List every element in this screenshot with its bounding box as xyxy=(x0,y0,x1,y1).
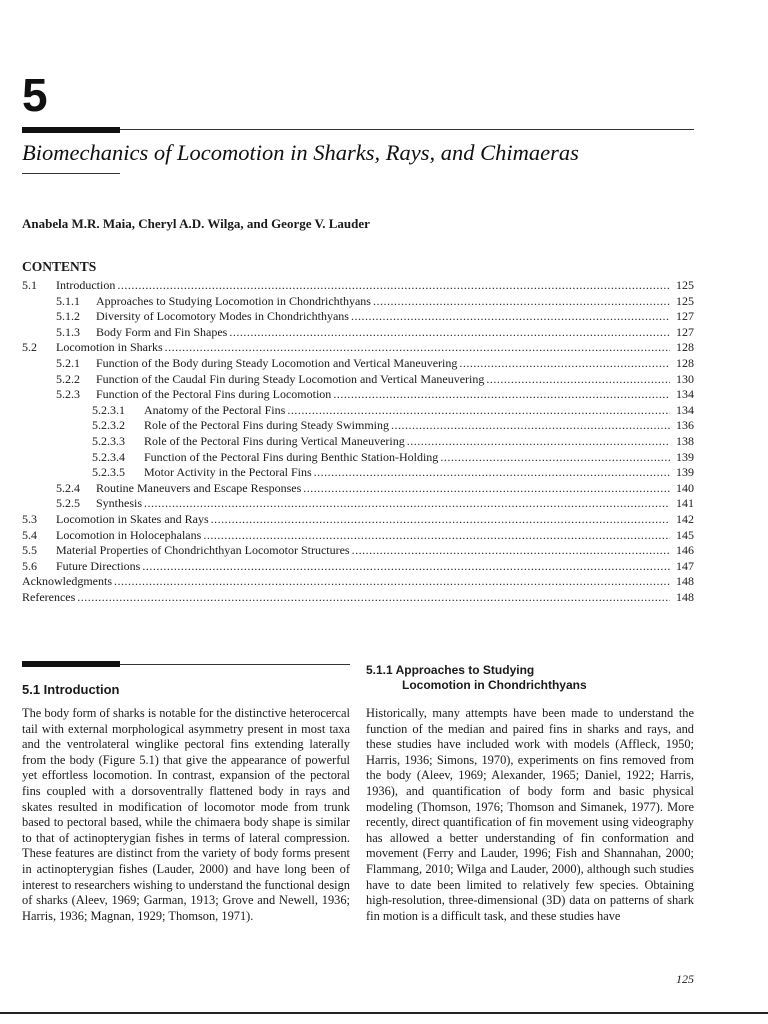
toc-entry-page: 142 xyxy=(676,511,694,526)
toc-leader-dots xyxy=(142,559,670,575)
toc-entry xyxy=(22,325,694,341)
toc-entry-number: 5.4 xyxy=(22,527,37,542)
toc-entry-number: 5.2.3.2 xyxy=(92,418,125,433)
section-rule-thick xyxy=(22,661,120,667)
toc-entry-number: 5.3 xyxy=(22,511,37,526)
toc-entry-page: 134 xyxy=(676,402,694,417)
toc-entry-page: 134 xyxy=(676,387,694,402)
toc-entry-title: Body Form and Fin Shapes xyxy=(96,324,228,339)
toc-entry-title: Locomotion in Holocephalans xyxy=(56,527,202,542)
toc-entry-title: Approaches to Studying Locomotion in Chondrichthyans xyxy=(96,293,371,308)
toc-entry xyxy=(22,481,694,497)
subsection-heading xyxy=(366,663,694,693)
toc-entry-title: Anatomy of the Pectoral Fins xyxy=(144,402,286,417)
toc-entry xyxy=(22,496,694,512)
toc-entry xyxy=(22,372,694,388)
title-underline xyxy=(22,173,120,174)
toc-entry-number: 5.1.3 xyxy=(56,324,80,339)
chapter-rule-thick xyxy=(22,127,120,133)
toc-entry-number: 5.2.4 xyxy=(56,480,80,495)
toc-entry-number: 5.2 xyxy=(22,340,37,355)
toc-leader-dots xyxy=(203,528,670,544)
toc-entry-number: 5.2.1 xyxy=(56,355,80,370)
toc-entry-title: Acknowledgments xyxy=(22,574,112,589)
toc-entry xyxy=(22,559,694,575)
toc-entry xyxy=(22,590,694,606)
toc-entry xyxy=(22,434,694,450)
toc-leader-dots xyxy=(486,372,670,388)
toc-entry-page: 130 xyxy=(676,371,694,386)
toc-entry-title: Routine Maneuvers and Escape Responses xyxy=(96,480,302,495)
toc-leader-dots xyxy=(314,465,670,481)
chapter-rule-thin xyxy=(120,129,694,130)
toc-entry-number: 5.1 xyxy=(22,278,37,292)
toc-entry xyxy=(22,340,694,356)
toc-entry-page: 125 xyxy=(676,278,694,292)
toc-entry-page: 127 xyxy=(676,309,694,324)
toc-entry-title: Locomotion in Sharks xyxy=(56,340,163,355)
toc-entry-page: 139 xyxy=(676,449,694,464)
toc-entry xyxy=(22,543,694,559)
toc-leader-dots xyxy=(165,340,670,356)
toc-entry-page: 139 xyxy=(676,465,694,480)
toc-entry-number: 5.2.3.5 xyxy=(92,465,125,480)
toc-leader-dots xyxy=(117,278,670,294)
toc-entry-title: Function of the Pectoral Fins during Locomotion xyxy=(96,387,332,402)
toc-entry xyxy=(22,403,694,419)
chapter-number: 5 xyxy=(22,69,48,121)
toc-entry xyxy=(22,450,694,466)
toc-entry xyxy=(22,574,694,590)
toc-entry xyxy=(22,356,694,372)
toc-entry-page: 136 xyxy=(676,418,694,433)
chapter-authors: Anabela M.R. Maia, Cheryl A.D. Wilga, and George V. Lauder xyxy=(22,216,370,231)
toc-entry-page: 127 xyxy=(676,324,694,339)
toc-leader-dots xyxy=(391,418,670,434)
approaches-paragraph: Historically, many attempts have been made to understand the function of the median and paired fins in sharks and rays, and these studies have included work with models (Affleck, 1950; Harris, 1936; Simons, 1970), experiments on fins removed from the body (Aleev, 1969; Alexander, 1965; Daniel, 1922; Harris, 1936), and quantification of body form and basic physical modeling (Thomson, 1976; Thomson and Simanek, 1977). More recently, direct quantification of fin movement using videography has allowed a better understanding of fin conformation and movement (Ferry and Lauder, 1996; Fish and Shannahan, 2000; Flammang, 2010; Wilga and Lauder, 2000), although such studies have to date been limited to relatively few species. Obtaining high-resolution, three-dimensional (3D) data on patterns of shark fin motion is a difficult task, and these studies have xyxy=(366,706,694,923)
toc-entry xyxy=(22,512,694,528)
toc-entry-title: Introduction xyxy=(56,278,116,292)
toc-entry-title: Motor Activity in the Pectoral Fins xyxy=(144,465,312,480)
toc-entry-number: 5.2.3.4 xyxy=(92,449,125,464)
toc-entry-title: Synthesis xyxy=(96,496,143,511)
section-heading: 5.1 Introduction xyxy=(22,682,120,697)
toc-entry-page: 141 xyxy=(676,496,694,511)
toc-entry xyxy=(22,294,694,310)
toc-entry-number: 5.1.2 xyxy=(56,309,80,324)
toc-leader-dots xyxy=(114,574,670,590)
toc-entry-title: Function of the Body during Steady Locomotion and Vertical Maneuvering xyxy=(96,355,458,370)
toc-entry-number: 5.2.3.1 xyxy=(92,402,125,417)
toc-entry-title: Material Properties of Chondrichthyan Locomotor Structures xyxy=(56,543,350,558)
toc-entry-number: 5.1.1 xyxy=(56,293,80,308)
page-number: 125 xyxy=(676,972,694,986)
toc-entry xyxy=(22,418,694,434)
toc-entry xyxy=(22,309,694,325)
toc-entry-page: 125 xyxy=(676,293,694,308)
toc-entry-number: 5.2.3 xyxy=(56,387,80,402)
toc-entry-page: 128 xyxy=(676,355,694,370)
toc-entry-number: 5.2.3.3 xyxy=(92,433,125,448)
toc-leader-dots xyxy=(287,403,670,419)
introduction-paragraph: The body form of sharks is notable for the distinctive heterocercal tail with external morphological asymmetry present in most taxa and the ventrolateral winglike pectoral fins extending laterally from the body (Figure 5.1) that give the appearance of powerful yet effortless locomotion. In contrast, expansion of the pectoral fins coupled with a dorsoventrally flattened body in rays and skates resulted in modification of locomotor mode from trunk based to pectoral based, while the chimaera body shape is similar to that of actinopterygian fishes in terms of lateral compression. These features are distinct from the variety of body forms present in actinopterygian fishes (Lauder, 2000) and have long been of interest to researchers wishing to understand the functional design of sharks (Aleev, 1969; Garman, 1913; Grove and Newell, 1936; Harris, 1936; Magnan, 1929; Thomson, 1971). xyxy=(22,706,350,923)
toc-entry-title: References xyxy=(22,589,76,604)
toc-leader-dots xyxy=(352,543,670,559)
toc-entry xyxy=(22,387,694,403)
toc-entry-page: 147 xyxy=(676,558,694,573)
toc-entry-title: Role of the Pectoral Fins during Vertical Maneuvering xyxy=(144,433,405,448)
toc-entry-number: 5.6 xyxy=(22,558,37,573)
toc-leader-dots xyxy=(373,294,670,310)
toc-entry-number: 5.2.5 xyxy=(56,496,80,511)
toc-entry-page: 140 xyxy=(676,480,694,495)
toc-entry-page: 148 xyxy=(676,574,694,589)
toc-entry-title: Diversity of Locomotory Modes in Chondrichthyans xyxy=(96,309,349,324)
subsection-heading-line1: 5.1.1 Approaches to Studying xyxy=(366,663,535,677)
toc-leader-dots xyxy=(407,434,670,450)
toc-entry-title: Function of the Caudal Fin during Steady Locomotion and Vertical Maneuvering xyxy=(96,371,485,386)
page-bottom-edge xyxy=(0,1012,768,1014)
chapter-title: Biomechanics of Locomotion in Sharks, Rays, and Chimaeras xyxy=(22,140,579,165)
toc-leader-dots xyxy=(229,325,670,341)
toc-entry-page: 148 xyxy=(676,589,694,604)
toc-entry xyxy=(22,528,694,544)
toc-leader-dots xyxy=(459,356,670,372)
toc-entry-number: 5.2.2 xyxy=(56,371,80,386)
toc-entry xyxy=(22,465,694,481)
toc-leader-dots xyxy=(351,309,670,325)
toc-entry-title: Locomotion in Skates and Rays xyxy=(56,511,209,526)
toc-leader-dots xyxy=(77,590,670,606)
toc-leader-dots xyxy=(144,496,670,512)
table-of-contents xyxy=(22,278,694,605)
section-rule-thin xyxy=(120,664,350,665)
toc-leader-dots xyxy=(211,512,670,528)
toc-entry-page: 128 xyxy=(676,340,694,355)
toc-entry-page: 138 xyxy=(676,433,694,448)
toc-entry-title: Role of the Pectoral Fins during Steady Swimming xyxy=(144,418,389,433)
toc-entry xyxy=(22,278,694,294)
toc-leader-dots xyxy=(303,481,670,497)
toc-entry-title: Function of the Pectoral Fins during Benthic Station-Holding xyxy=(144,449,439,464)
toc-entry-page: 146 xyxy=(676,543,694,558)
contents-heading: CONTENTS xyxy=(22,259,97,274)
subsection-heading-line2: Locomotion in Chondrichthyans xyxy=(402,678,587,692)
toc-entry-title: Future Directions xyxy=(56,558,141,573)
toc-leader-dots xyxy=(440,450,670,466)
toc-entry-number: 5.5 xyxy=(22,543,37,558)
toc-entry-page: 145 xyxy=(676,527,694,542)
toc-leader-dots xyxy=(333,387,670,403)
